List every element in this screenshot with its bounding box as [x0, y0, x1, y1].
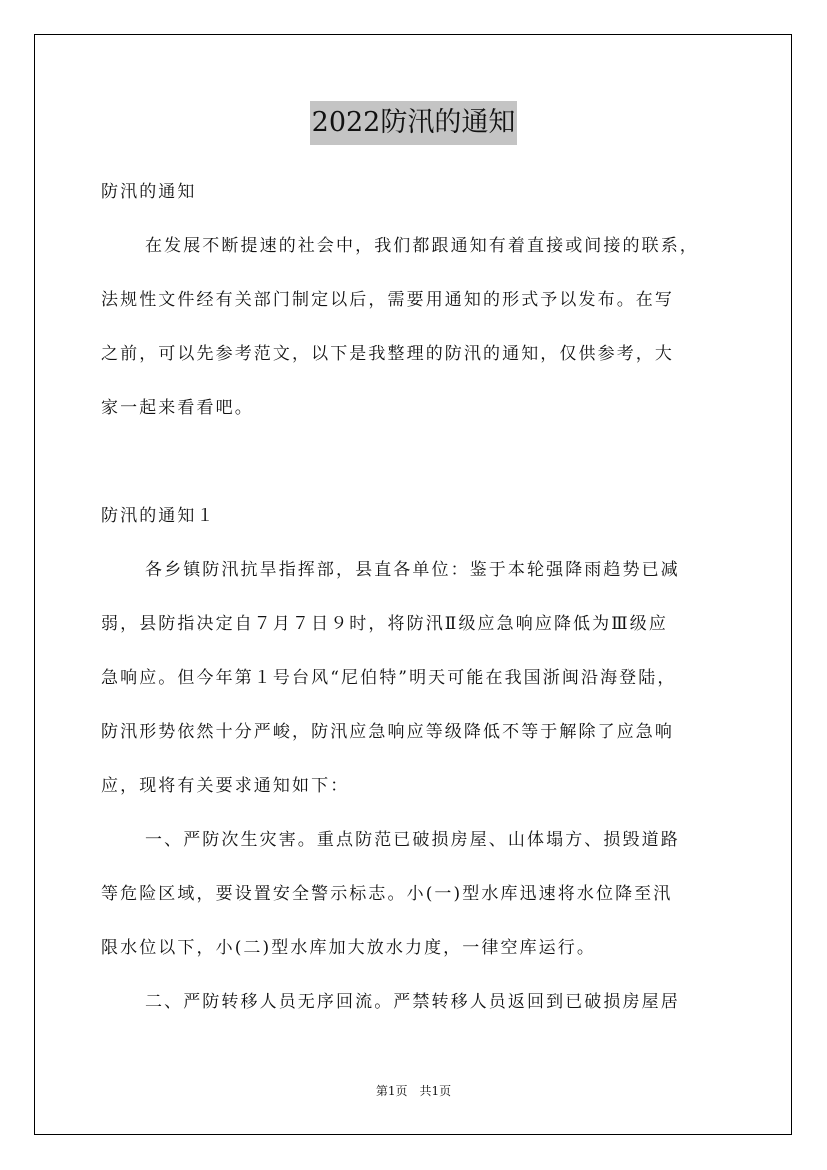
paragraph-line: 二、严防转移人员无序回流。严禁转移人员返回到已破损房屋居 — [145, 992, 680, 1012]
document-body — [101, 165, 741, 1029]
paragraph-line: 限水位以下，小(二)型水库加大放水力度，一律空库运行。 — [101, 938, 596, 958]
paragraph-line: 一、严防次生灾害。重点防范已破损房屋、山体塌方、损毁道路 — [145, 830, 680, 850]
paragraph-line: 应，现将有关要求通知如下： — [101, 776, 350, 796]
intro-line: 在发展不断提速的社会中，我们都跟通知有着直接或间接的联系， — [145, 236, 699, 256]
subtitle: 防汛的通知 — [101, 182, 197, 202]
section-heading: 防汛的通知１ — [101, 506, 216, 526]
page-number: 第1页 共1页 — [375, 1084, 452, 1098]
intro-line: 家一起来看看吧。 — [101, 398, 254, 418]
title-container — [0, 101, 827, 145]
document-title: 2022防汛的通知 — [310, 101, 518, 145]
paragraph-line: 弱，县防指决定自７月７日９时，将防汛Ⅱ级应急响应降低为Ⅲ级应 — [101, 614, 668, 634]
paragraph-line: 各乡镇防汛抗旱指挥部，县直各单位：鉴于本轮强降雨趋势已减 — [145, 560, 680, 580]
paragraph-line: 急响应。但今年第１号台风“尼伯特”明天可能在我国浙闽沿海登陆， — [101, 668, 677, 688]
paragraph-gap — [101, 435, 741, 489]
intro-line: 之前，可以先参考范文，以下是我整理的防汛的通知，仅供参考，大 — [101, 344, 674, 364]
paragraph-line: 防汛形势依然十分严峻，防汛应急响应等级降低不等于解除了应急响 — [101, 722, 674, 742]
intro-line: 法规性文件经有关部门制定以后，需要用通知的形式予以发布。在写 — [101, 290, 674, 310]
paragraph-line: 等危险区域，要设置安全警示标志。小(一)型水库迅速将水位降至汛 — [101, 884, 673, 904]
page-footer — [0, 1083, 827, 1099]
